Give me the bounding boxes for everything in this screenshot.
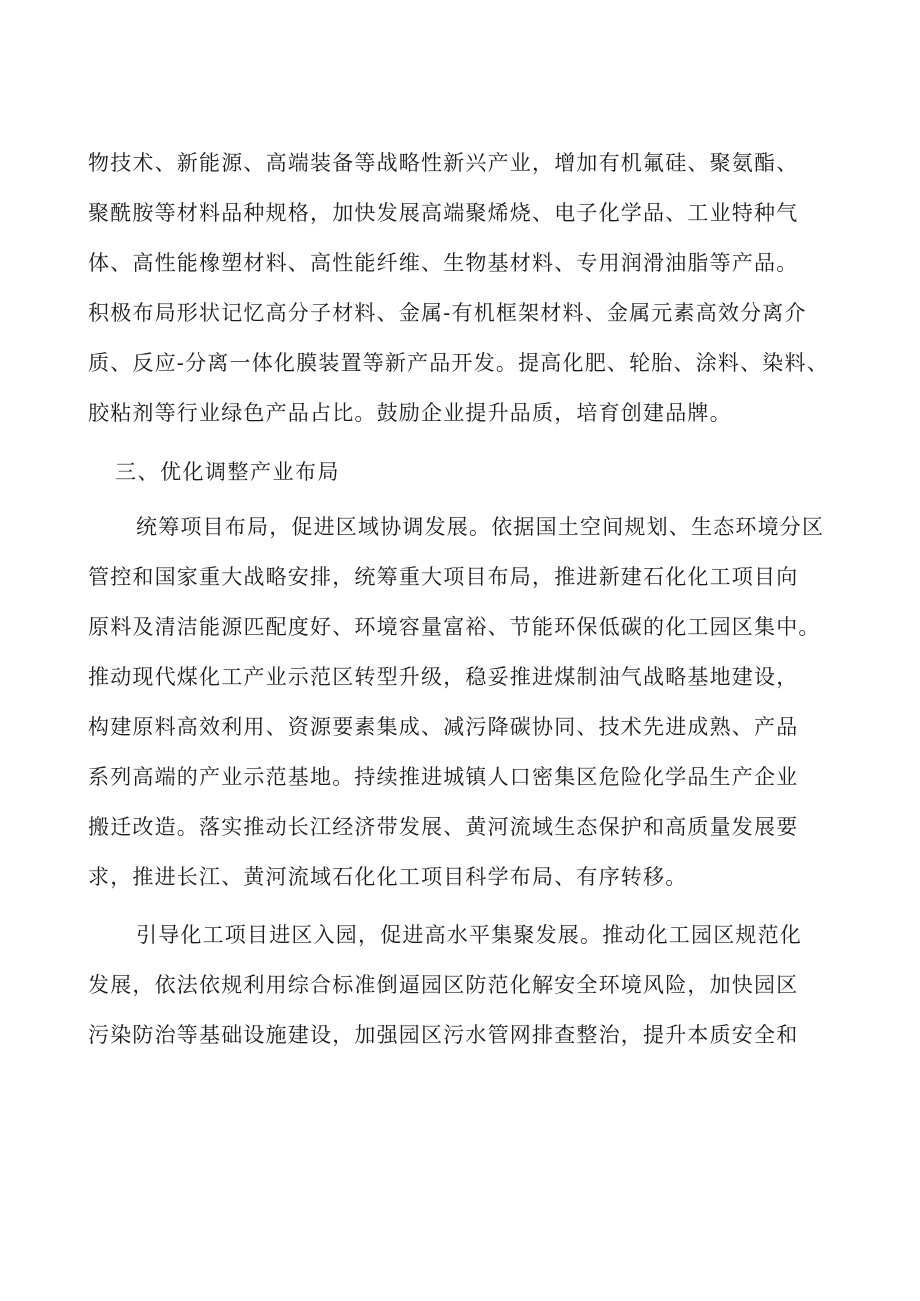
paragraph-2-line-4: 推动现代煤化工产业示范区转型升级，稳妥推进煤制油气战略基地建设， bbox=[88, 665, 799, 689]
paragraph-3-line-2: 发展，依法依规利用综合标准倒逼园区防范化解安全环境风险，加快园区 bbox=[88, 973, 799, 997]
paragraph-2-line-2: 管控和国家重大战略安排，统筹重大项目布局，推进新建石化化工项目向 bbox=[88, 565, 799, 589]
section-heading: 三、优化调整产业布局 bbox=[115, 460, 340, 484]
paragraph-1-line-5: 质、反应-分离一体化膜装置等新产品开发。提高化肥、轮胎、涂料、染料、 bbox=[88, 351, 829, 375]
paragraph-1-line-1: 物技术、新能源、高端装备等战略性新兴产业，增加有机氟硅、聚氨酯、 bbox=[88, 151, 799, 175]
paragraph-2-line-5: 构建原料高效利用、资源要素集成、减污降碳协同、技术先进成熟、产品 bbox=[88, 715, 799, 739]
paragraph-2-line-3: 原料及清洁能源匹配度好、环境容量富裕、节能环保低碳的化工园区集中。 bbox=[88, 615, 821, 639]
paragraph-2-line-1: 统筹项目布局，促进区域协调发展。依据国土空间规划、生态环境分区 bbox=[136, 515, 825, 539]
paragraph-3-line-1: 引导化工项目进区入园，促进高水平集聚发展。推动化工园区规范化 bbox=[136, 923, 802, 947]
paragraph-1-line-2: 聚酰胺等材料品种规格，加快发展高端聚烯烧、电子化学品、工业特种气 bbox=[88, 201, 799, 225]
paragraph-3-line-3: 污染防治等基础设施建设，加强园区污水管网排查整治，提升本质安全和 bbox=[88, 1023, 799, 1047]
paragraph-2-line-6: 系列高端的产业示范基地。持续推进城镇人口密集区危险化学品生产企业 bbox=[88, 765, 799, 789]
paragraph-1-line-4: 积极布局形状记忆高分子材料、金属-有机框架材料、金属元素高效分离介 bbox=[88, 301, 807, 325]
paragraph-2-line-8: 求，推进长江、黄河流域石化化工项目科学布局、有序转移。 bbox=[88, 865, 688, 889]
paragraph-1-line-6: 胶粘剂等行业绿色产品占比。鼓励企业提升品质，培育创建品牌。 bbox=[88, 401, 732, 425]
paragraph-1-line-3: 体、高性能橡塑材料、高性能纤维、生物基材料、专用润滑油脂等产品。 bbox=[88, 251, 799, 275]
paragraph-2-line-7: 搬迁改造。落实推动长江经济带发展、黄河流域生态保护和高质量发展要 bbox=[88, 815, 799, 839]
